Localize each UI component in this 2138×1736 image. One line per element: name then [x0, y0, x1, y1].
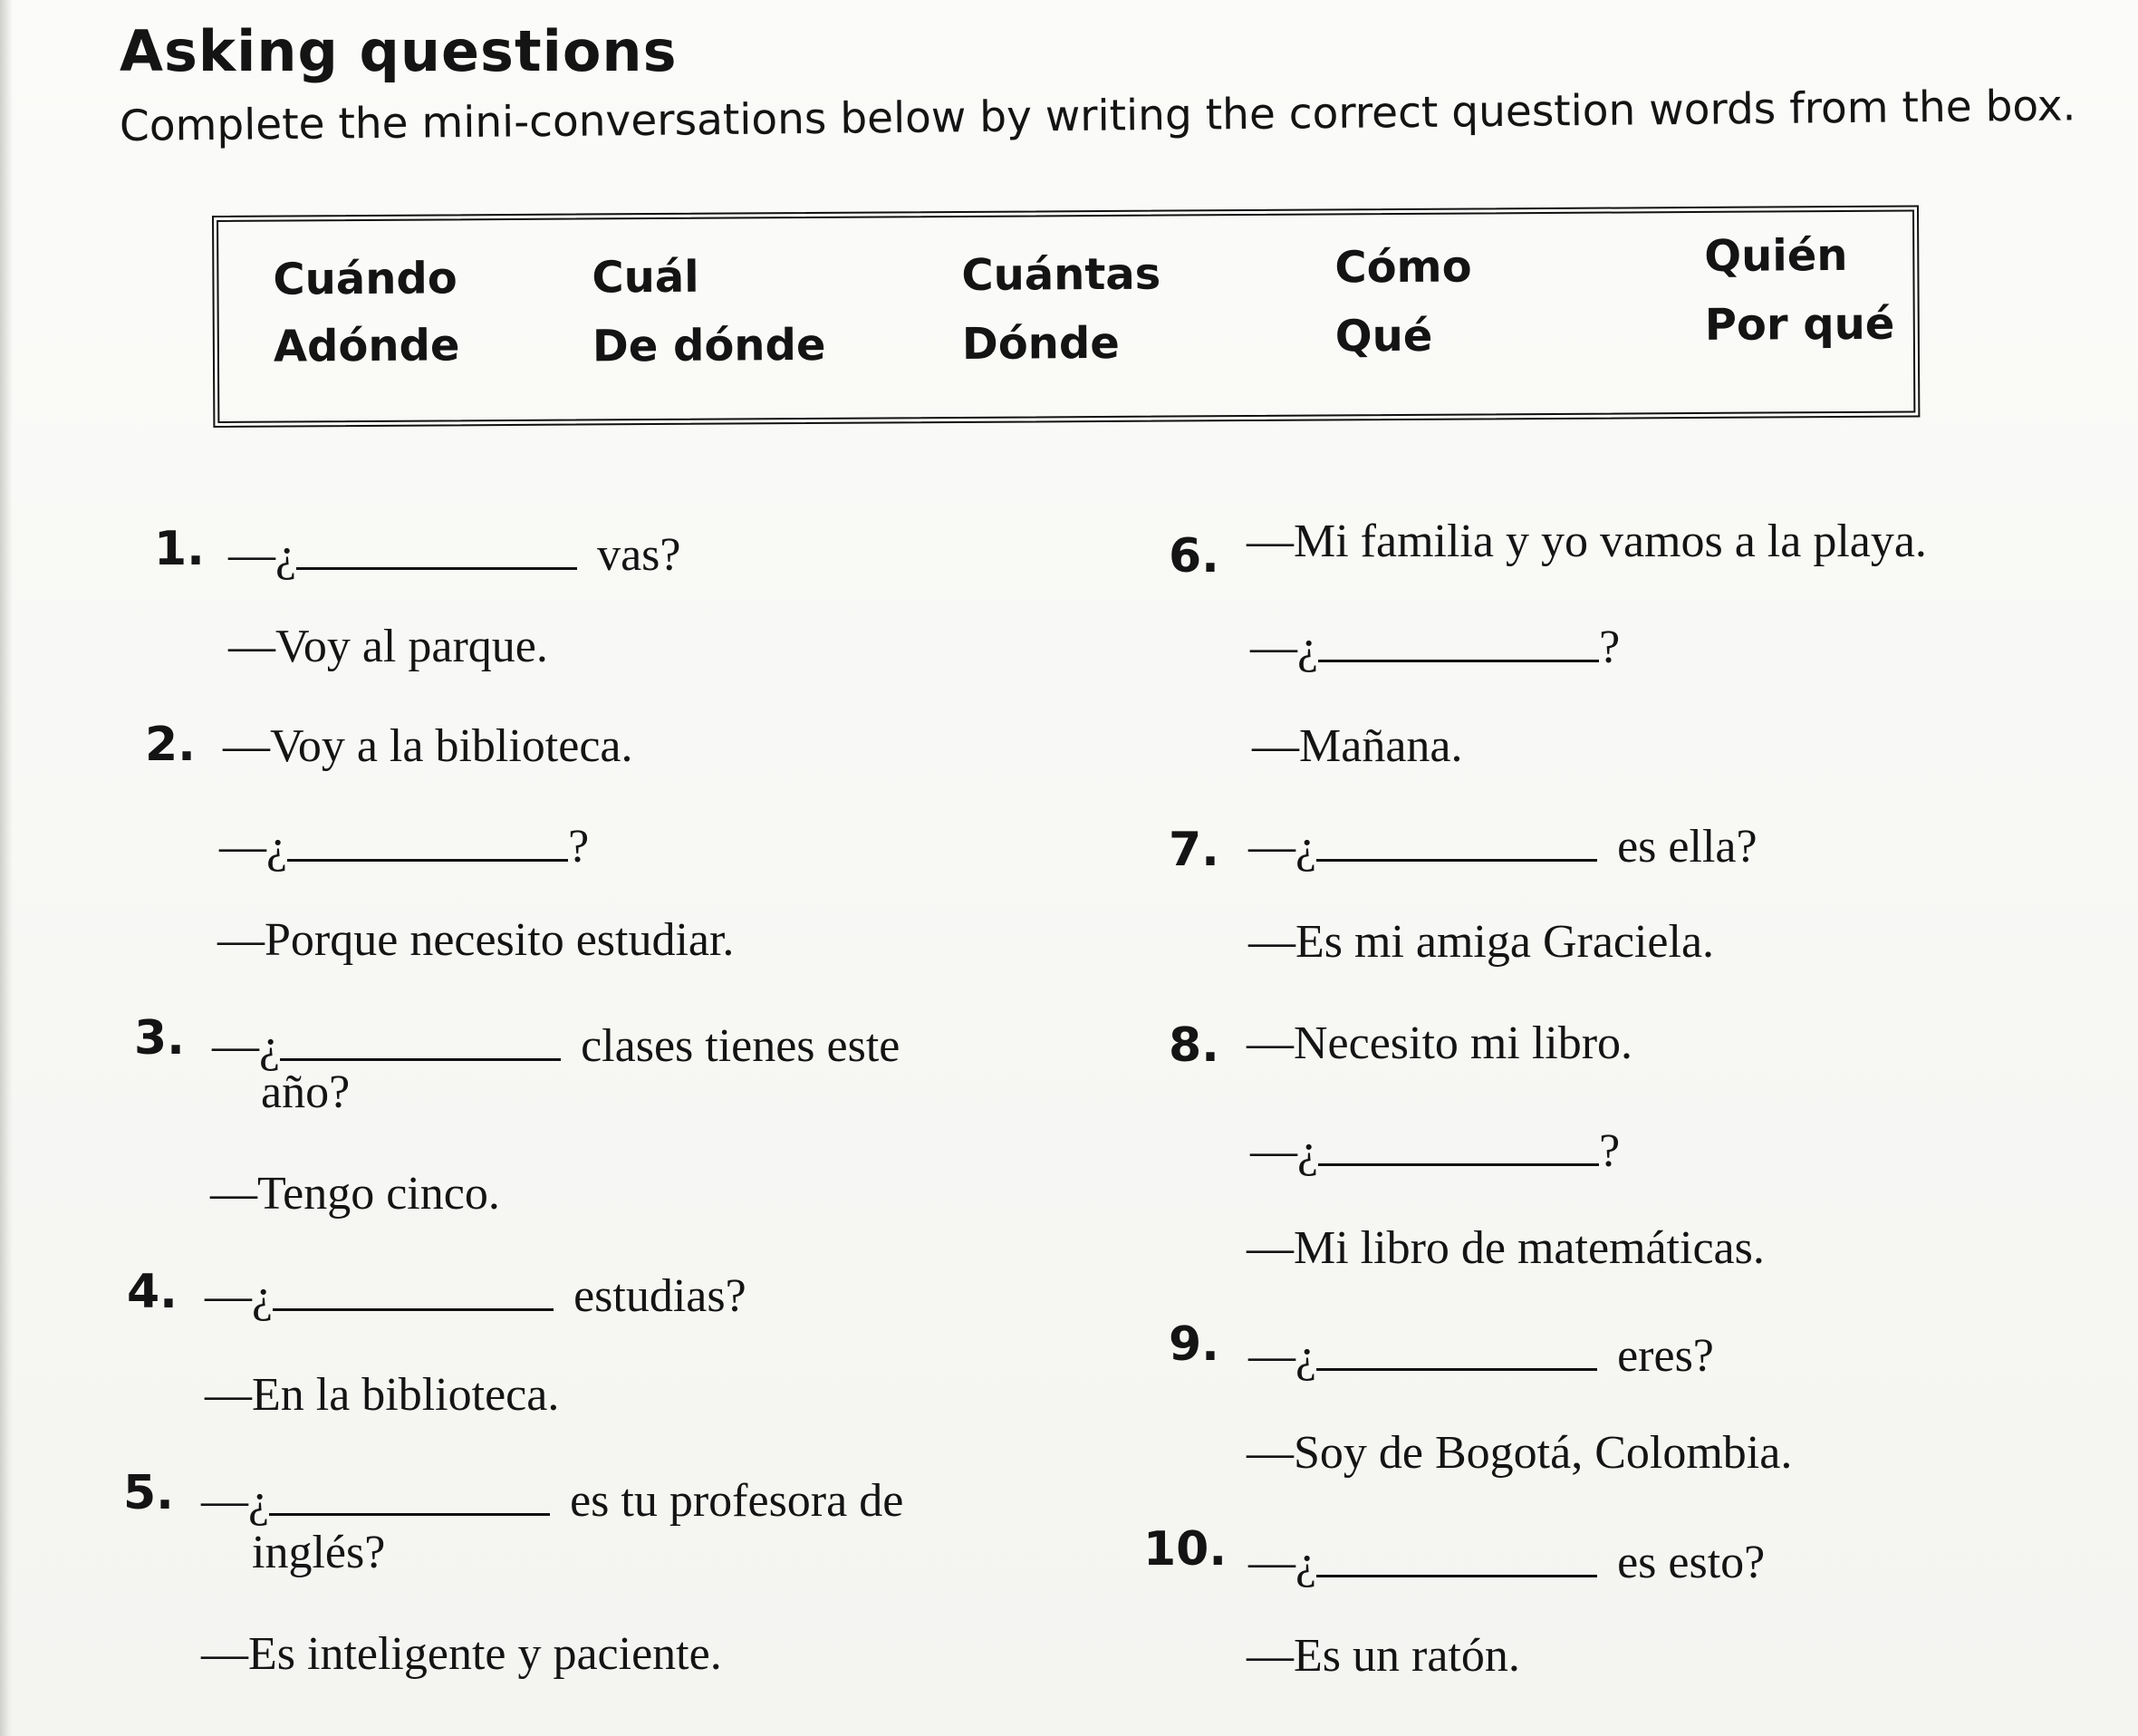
- item-9-question: [1248, 1330, 1714, 1380]
- question-text: ?: [568, 821, 590, 873]
- question-mark-open: —¿: [201, 1475, 270, 1527]
- item-3-question: [212, 1020, 900, 1070]
- word-que: Qué: [1334, 310, 1433, 362]
- word-de-donde: De dónde: [592, 319, 826, 372]
- word-cuando: Cuándo: [273, 253, 457, 305]
- item-8-answer: —Mi libro de matemáticas.: [1247, 1222, 1765, 1274]
- item-3-question-continued: año?: [261, 1066, 351, 1118]
- word-por-que: Por qué: [1704, 298, 1895, 351]
- answer-blank[interactable]: [1318, 1125, 1599, 1166]
- question-mark-open: —¿: [1250, 1125, 1319, 1177]
- question-mark-open: —¿: [1248, 1537, 1317, 1588]
- word-quien: Quién: [1704, 229, 1848, 282]
- answer-blank[interactable]: [1316, 821, 1597, 862]
- question-text: estudias?: [573, 1270, 746, 1322]
- question-mark-open: —¿: [212, 1020, 281, 1072]
- question-mark-open: —¿: [228, 529, 297, 581]
- question-mark-open: —¿: [1250, 622, 1319, 673]
- answer-blank[interactable]: [1318, 622, 1599, 662]
- item-6-answer: —Mañana.: [1252, 720, 1463, 772]
- item-10-answer: —Es un ratón.: [1247, 1630, 1520, 1682]
- item-6-statement: —Mi familia y yo vamos a la playa.: [1247, 516, 1927, 567]
- item-2-answer: —Porque necesito estudiar.: [217, 914, 735, 966]
- item-7-answer: —Es mi amiga Graciela.: [1248, 916, 1715, 968]
- question-text: es ella?: [1617, 821, 1758, 873]
- item-number: 2.: [145, 718, 196, 772]
- item-number: 6.: [1169, 529, 1219, 583]
- question-mark-open: —¿: [219, 821, 288, 873]
- item-7-question: [1248, 821, 1758, 871]
- page-edge-shadow: [0, 0, 13, 1736]
- item-5-answer: —Es inteligente y paciente.: [201, 1628, 722, 1680]
- item-6-question: [1250, 622, 1620, 671]
- word-adonde: Adónde: [273, 320, 460, 372]
- question-text: ?: [1599, 1125, 1621, 1177]
- item-number: 4.: [127, 1265, 178, 1319]
- item-8-statement: —Necesito mi libro.: [1247, 1017, 1633, 1069]
- answer-blank[interactable]: [287, 821, 568, 862]
- word-cuantas: Cuántas: [961, 248, 1161, 301]
- answer-blank[interactable]: [273, 1270, 554, 1311]
- page-title: Asking questions: [120, 18, 678, 84]
- answer-blank[interactable]: [296, 529, 577, 570]
- answer-blank[interactable]: [280, 1020, 561, 1061]
- instructions: Complete the mini-conversations below by writing the correct question words from the box.: [119, 81, 2076, 151]
- item-number: 8.: [1169, 1018, 1219, 1073]
- item-4-answer: —En la biblioteca.: [205, 1369, 560, 1421]
- item-9-answer: —Soy de Bogotá, Colombia.: [1247, 1427, 1793, 1479]
- item-3-answer: —Tengo cinco.: [210, 1168, 500, 1220]
- item-number: 7.: [1169, 823, 1219, 877]
- question-mark-open: —¿: [205, 1270, 274, 1322]
- item-1-answer: —Voy al parque.: [228, 621, 548, 672]
- question-text: eres?: [1617, 1330, 1714, 1382]
- question-mark-open: —¿: [1248, 1330, 1317, 1382]
- item-number: 10.: [1143, 1522, 1228, 1577]
- question-text: es esto?: [1617, 1537, 1766, 1588]
- item-8-question: [1250, 1125, 1620, 1175]
- item-5-question-continued: inglés?: [252, 1527, 386, 1578]
- item-number: 9.: [1169, 1317, 1219, 1372]
- answer-blank[interactable]: [1316, 1330, 1597, 1371]
- word-como: Cómo: [1334, 241, 1472, 294]
- item-2-question: [219, 821, 589, 871]
- answer-blank[interactable]: [1316, 1537, 1597, 1577]
- question-text: ?: [1599, 622, 1621, 673]
- question-text: vas?: [597, 529, 681, 581]
- item-2-statement: —Voy a la biblioteca.: [223, 720, 633, 772]
- item-number: 1.: [154, 522, 205, 576]
- question-text: es tu profesora de: [570, 1475, 904, 1527]
- item-5-question: [201, 1475, 903, 1525]
- word-donde: Dónde: [961, 317, 1120, 370]
- question-mark-open: —¿: [1248, 821, 1317, 873]
- item-4-question: [205, 1270, 746, 1320]
- answer-blank[interactable]: [269, 1475, 550, 1516]
- item-number: 5.: [123, 1466, 174, 1520]
- question-word-box: [212, 205, 1920, 428]
- item-1-question: [228, 529, 681, 579]
- word-cual: Cuál: [592, 251, 699, 304]
- question-text: clases tienes este: [581, 1020, 900, 1072]
- item-number: 3.: [134, 1011, 185, 1066]
- item-10-question: [1248, 1537, 1765, 1587]
